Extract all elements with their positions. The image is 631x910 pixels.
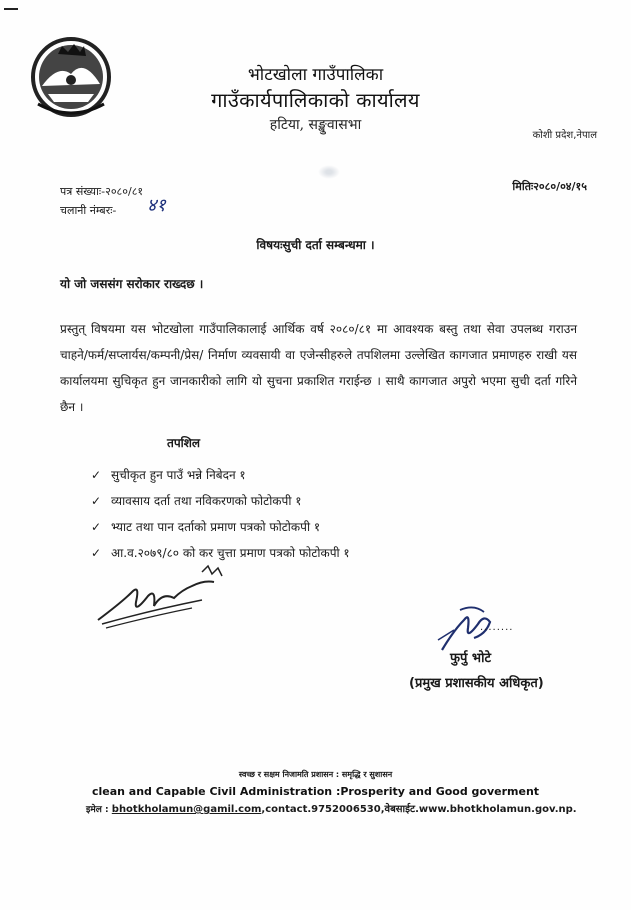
list-item [91, 462, 350, 488]
list-item-text: आ.व.२०७९/८० को कर चुत्ता प्रमाण पत्रको फोटोकपी १ [111, 546, 350, 560]
list-item-text: भ्याट तथा पान दर्ताको प्रमाण पत्रको फोटोकपी १ [111, 520, 321, 534]
officer-name: फुर्पु भोटे [450, 651, 491, 666]
requirements-list [91, 462, 350, 566]
body-paragraph: प्रस्तुत् विषयमा यस भोटखोला गाउँपालिकालाई आर्थिक वर्ष २०८०/८१ मा आवश्यक बस्तु तथा सेवा उपलब्ध गराउन चाहने/फर्म/सप्लार्यस/कम्पनी/प्रेस/ निर्माण व्यवसायी वा एजेन्सीहरुले तपशिलमा उल्लेखित कागजात प्रमाणहरु राखी यस कार्यालयमा सुचिकृत हुन जानकारीको लागि यो सुचना प्रकाशित गराईन्छ । साथै कागजात अपुरो भएमा सुची दर्ता गरिने छैन । [60, 322, 577, 414]
email-link[interactable]: bhotkholamun@gamil.com [111, 804, 262, 815]
list-title: तपशिल [167, 436, 201, 450]
letter-subject: विषयःसुची दर्ता सम्बन्धमा । [256, 238, 375, 252]
province-label: कोशी प्रदेश,नेपाल [532, 130, 597, 141]
letter-date: मितिः२०८०/०४/१५ [512, 180, 587, 193]
office-name: गाउँकार्यपालिकाको कार्यालय [211, 88, 420, 112]
faint-stamp [318, 165, 340, 179]
officer-title: (प्रमुख प्रशासकीय अधिकृत) [409, 676, 544, 691]
email-label: इमेल : [86, 805, 112, 815]
check-icon: ✓ [91, 494, 102, 508]
left-signature [92, 562, 230, 630]
municipality-name: भोटखोला गाउँपालिका [247, 65, 384, 85]
list-item [91, 514, 350, 540]
list-item-text: सुचीकृत हुन पाउँ भन्ने निबेदन १ [111, 468, 246, 482]
check-icon: ✓ [91, 468, 102, 482]
footer-motto-nepali: स्वच्छ र सक्षम निजामति प्रशासन : समृद्धि र सुशासन [238, 770, 393, 779]
reference-number: पत्र संख्याः-२०८०/८१ [60, 185, 144, 198]
dispatch-number-label: चलानी नंम्बरः- [60, 204, 117, 217]
contact-website: ,contact.9752006530,वेबसाईट.www.bhotkholamun.gov.np. [261, 804, 577, 815]
footer-contact [86, 801, 577, 815]
check-icon: ✓ [91, 520, 102, 534]
footer-motto-english: clean and Capable Civil Administration :Prosperity and Good goverment [91, 785, 540, 798]
dispatch-number-handwritten: ४१ [147, 195, 166, 216]
check-icon: ✓ [91, 546, 102, 560]
list-item-text: व्यावसाय दर्ता तथा नविकरणको फोटोकपी १ [111, 494, 302, 508]
salutation: यो जो जससंग सरोकार राख्दछ । [60, 277, 204, 291]
office-address: हटिया, सङ्खुवासभा [269, 117, 362, 133]
list-item [91, 488, 350, 514]
scan-mark [4, 8, 18, 10]
signature-dots: ........ [480, 622, 514, 633]
